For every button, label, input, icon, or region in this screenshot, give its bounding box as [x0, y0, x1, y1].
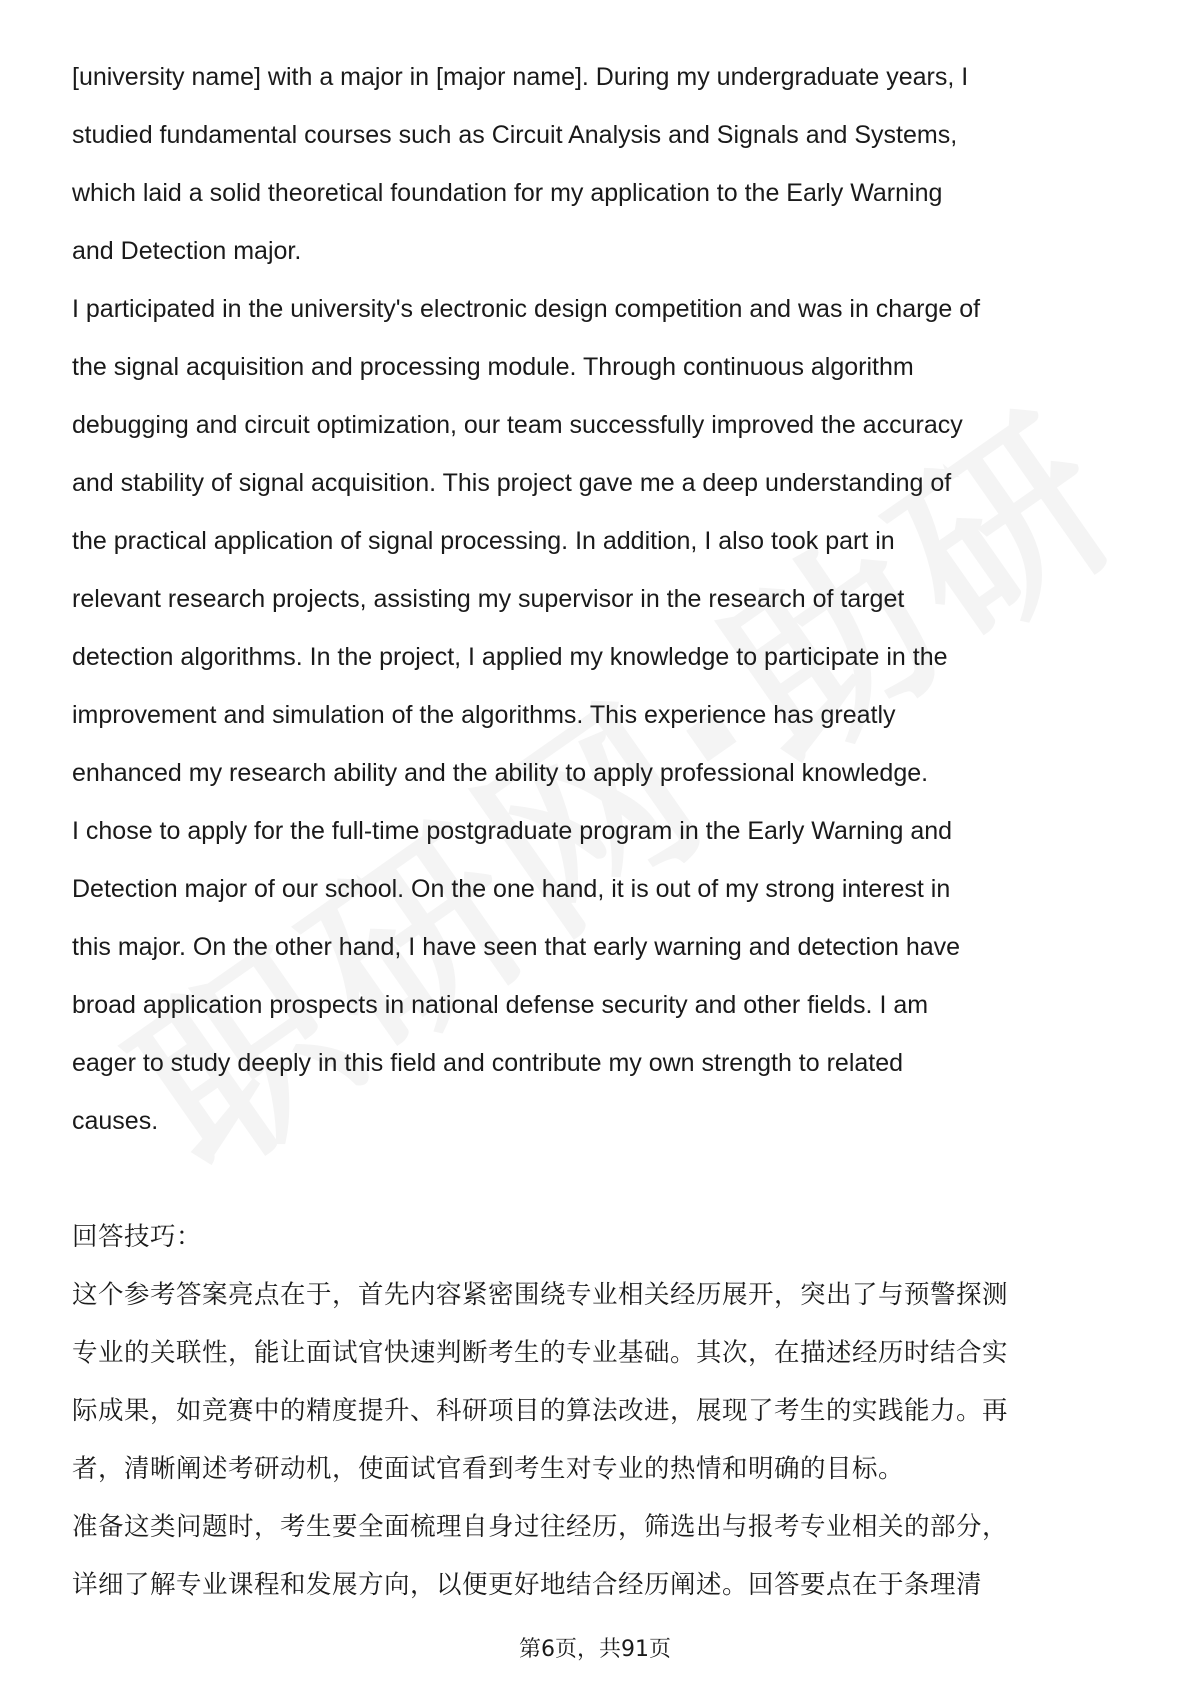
tips-line: 这个参考答案亮点在于，首先内容紧密围绕专业相关经历展开，突出了与预警探测: [72, 1280, 1009, 1310]
text-line: causes.: [72, 1107, 159, 1135]
tips-line: 准备这类问题时，考生要全面梳理自身过往经历，筛选出与报考专业相关的部分，: [72, 1512, 1009, 1542]
text-line: detection algorithms. In the project, I applied my knowledge to participate in the: [72, 643, 948, 671]
text-line: debugging and circuit optimization, our team successfully improved the accuracy: [72, 411, 963, 439]
text-line: the practical application of signal processing. In addition, I also took part in: [72, 527, 895, 555]
text-line: eager to study deeply in this field and contribute my own strength to related: [72, 1049, 904, 1077]
text-line: which laid a solid theoretical foundation for my application to the Early Warning: [72, 179, 943, 207]
answer-paragraphs: [72, 48, 1132, 1150]
tips-line: 者，清晰阐述考研动机，使面试官看到考生对专业的热情和明确的目标。: [72, 1454, 905, 1484]
text-line: I participated in the university's electronic design competition and was in charge of: [72, 295, 981, 323]
text-line: I chose to apply for the full-time postgraduate program in the Early Warning and: [72, 817, 953, 845]
tips-section: [72, 1208, 1132, 1614]
tips-heading: 回答技巧：: [72, 1222, 203, 1252]
tips-line: 专业的关联性，能让面试官快速判断考生的专业基础。其次，在描述经历时结合实: [72, 1338, 1009, 1368]
text-line: relevant research projects, assisting my supervisor in the research of target: [72, 585, 905, 613]
page-number-footer: 第6页，共91页: [519, 1637, 671, 1662]
text-line: [university name] with a major in [major name]. During my undergraduate years, I: [72, 63, 969, 91]
section-spacer: [72, 1150, 1132, 1208]
text-line: improvement and simulation of the algorithms. This experience has greatly: [72, 701, 896, 729]
page-content: [72, 48, 1132, 1614]
text-line: this major. On the other hand, I have seen that early warning and detection have: [72, 933, 961, 961]
tips-line: 详细了解专业课程和发展方向，以便更好地结合经历阐述。回答要点在于条理清: [72, 1570, 983, 1600]
text-line: enhanced my research ability and the ability to apply professional knowledge.: [72, 759, 929, 787]
text-line: the signal acquisition and processing module. Through continuous algorithm: [72, 353, 914, 381]
text-line: and Detection major.: [72, 237, 302, 265]
text-line: studied fundamental courses such as Circuit Analysis and Signals and Systems,: [72, 121, 958, 149]
tips-line: 际成果，如竞赛中的精度提升、科研项目的算法改进，展现了考生的实践能力。再: [72, 1396, 1009, 1426]
text-line: Detection major of our school. On the one hand, it is out of my strong interest in: [72, 875, 951, 903]
text-line: and stability of signal acquisition. This project gave me a deep understanding of: [72, 469, 952, 497]
text-line: broad application prospects in national defense security and other fields. I am: [72, 991, 929, 1019]
